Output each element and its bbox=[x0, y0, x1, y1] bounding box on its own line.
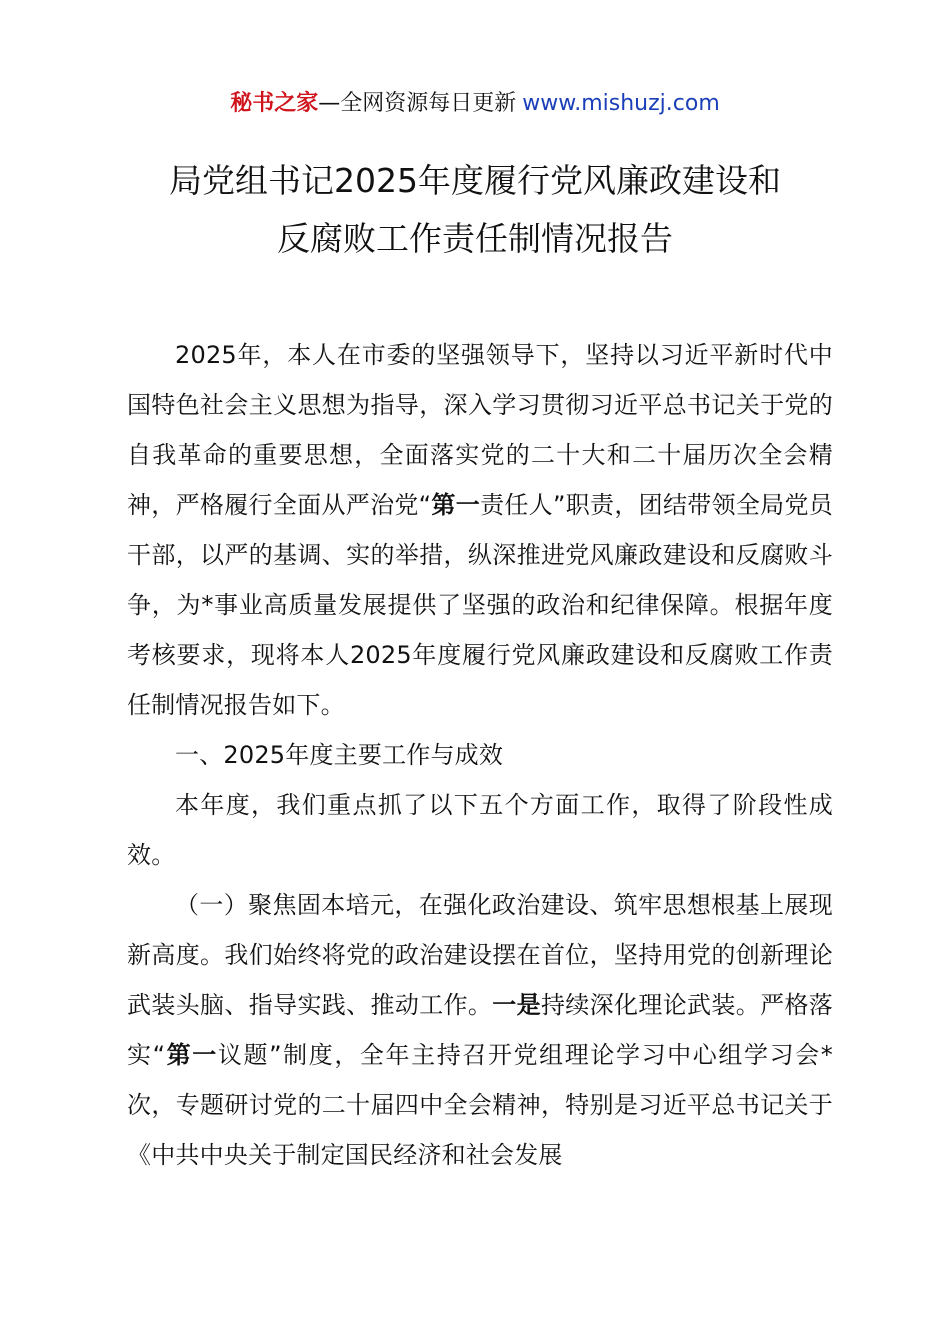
brand-name: 秘书之家 bbox=[230, 91, 319, 116]
site-header bbox=[0, 86, 950, 122]
text-run: 2025年，本人在市委的坚强领导下，坚持以习近平新时代中国特色社会主义思想为指导，深入学习贯彻习近平总书记关于党的自我革命的重要思想，全面落实党的二十大和二十届历次全会精神，严格履行全面从严治党“ bbox=[127, 341, 833, 519]
text-run: 持续深化理论武装。严格落实“ bbox=[127, 991, 833, 1069]
text-run: （一）聚焦固本培元，在强化政治建设、筑牢思想根基上展现新高度。我们始终将党的政治建设摆在首位，坚持用党的创新理论武装头脑、指导实践、推动工作。 bbox=[127, 891, 833, 1019]
document-title bbox=[0, 152, 950, 268]
header-slogan: 全网资源每日更新 bbox=[340, 91, 517, 116]
title-line-1: 局党组书记2025年度履行党风廉政建设和 bbox=[169, 161, 781, 200]
bold-run: 第一 bbox=[431, 491, 481, 519]
site-url[interactable]: www.mishuzj.com bbox=[522, 91, 720, 116]
bold-run: 第一 bbox=[165, 1041, 218, 1069]
title-line-2: 反腐败工作责任制情况报告 bbox=[277, 219, 673, 258]
paragraph-summary: 本年度，我们重点抓了以下五个方面工作，取得了阶段性成效。 bbox=[127, 791, 833, 869]
bold-run: 一是 bbox=[492, 991, 541, 1019]
paragraph-intro bbox=[127, 330, 833, 730]
text-run: 议题”制度，全年主持召开党组理论学习中心组学习会*次，专题研讨党的二十届四中全会精神，特别是习近平总书记关于《中共中央关于制定国民经济和社会发展 bbox=[127, 1041, 834, 1169]
document-body bbox=[127, 330, 833, 1180]
header-dash: — bbox=[318, 91, 341, 116]
text-run: 责任人”职责，团结带领全局党员干部，以严的基调、实的举措，纵深推进党风廉政建设和反腐败斗争，为*事业高质量发展提供了坚强的政治和纪律保障。根据年度考核要求，现将本人2025年度履行党风廉政建设和反腐败工作责任制情况报告如下。 bbox=[127, 491, 833, 719]
section-heading-1: 一、2025年度主要工作与成效 bbox=[175, 741, 504, 769]
paragraph-section-1 bbox=[127, 880, 833, 1180]
